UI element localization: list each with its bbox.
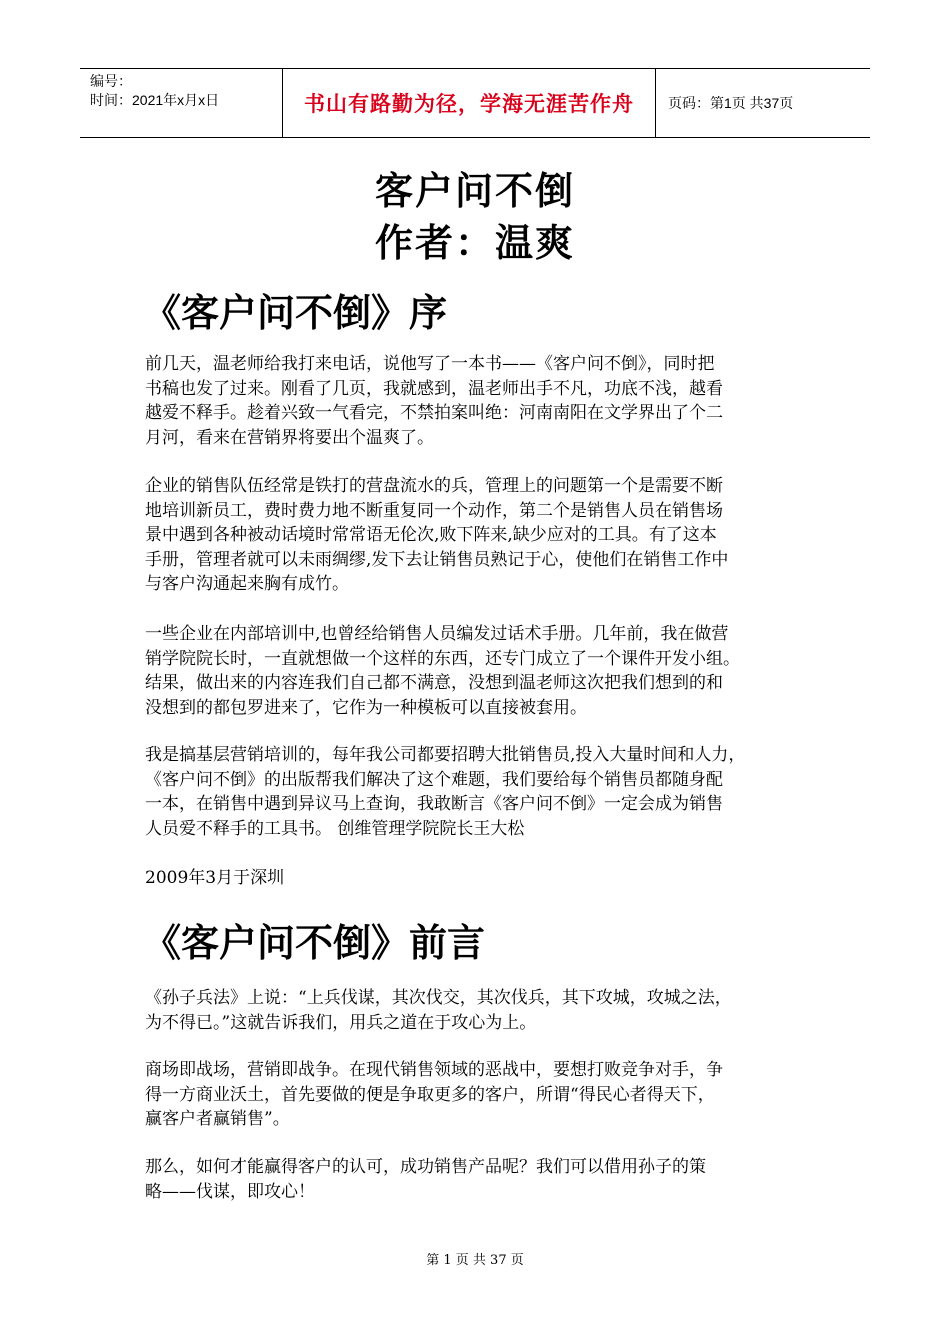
paragraph-line: 前几天，温老师给我打来电话，说他写了一本书——《客户问不倒》，同时把 (145, 354, 715, 374)
paragraph-line: 商场即战场，营销即战争。在现代销售领域的恶战中，要想打败竞争对手，争 (145, 1060, 723, 1080)
paragraph-line: 我是搞基层营销培训的，每年我公司都要招聘大批销售员,投入大量时间和人力， (145, 745, 746, 765)
paragraph (145, 986, 810, 1035)
paragraph-line: 手册，管理者就可以未雨绸缪,发下去让销售员熟记于心，使他们在销售工作中 (145, 549, 729, 570)
paragraph-line: 一些企业在内部培训中,也曾经给销售人员编发过话术手册。几年前，我在做营 (145, 624, 729, 644)
paragraph (145, 743, 810, 841)
paragraph-line: 景中遇到各种被动话境时常常语无伦次,败下阵来,缺少应对的工具。有了这本 (145, 525, 717, 545)
time-label: 时间：2021年x月x日 (90, 92, 220, 108)
paragraph-line: 人员爱不释手的工具书。 创维管理学院院长王大松 (145, 818, 525, 839)
paragraph (145, 352, 810, 450)
paragraph (145, 622, 810, 720)
paragraph-line: 得一方商业沃土，首先要做的便是争取更多的客户，所谓“得民心者得天下， (145, 1084, 715, 1105)
number-label: 编号： (90, 73, 132, 89)
paragraph-line: 一本，在销售中遇到异议马上查询，我敢断言《客户问不倒》一定会成为销售 (145, 794, 723, 814)
paragraph-line: 地培训新员工，费时费力地不断重复同一个动作，第二个是销售人员在销售场 (145, 500, 723, 521)
header-meta (80, 69, 283, 137)
paragraph-line: 越爱不释手。趁着兴致一气看完，不禁拍案叫绝：河南南阳在文学界出了个二 (145, 403, 723, 423)
paragraph (145, 474, 810, 597)
document-title: 客户问不倒 (374, 169, 575, 213)
paragraph (145, 1155, 810, 1204)
paragraph-line: 那么，如何才能赢得客户的认可，成功销售产品呢？我们可以借用孙子的策 (145, 1157, 706, 1177)
paragraph-line: 销学院院长时，一直就想做一个这样的东西，还专门成立了一个课件开发小组。 (145, 648, 740, 669)
date-line: 2009年3月于深圳 (145, 868, 285, 888)
paragraph (145, 1058, 810, 1132)
paragraph-line: 企业的销售队伍经常是铁打的营盘流水的兵，管理上的问题第一个是需要不断 (145, 476, 723, 496)
paragraph-line: 结果，做出来的内容连我们自己都不满意，没想到温老师这次把我们想到的和 (145, 673, 723, 693)
paragraph-line: 月河，看来在营销界将要出个温爽了。 (145, 427, 434, 448)
header-motto: 书山有路勤为径，学海无涯苦作舟 (283, 69, 656, 137)
paragraph-line: 与客户沟通起来胸有成竹。 (145, 574, 349, 594)
paragraph-line: 没想到的都包罗进来了，它作为一种模板可以直接被套用。 (145, 697, 587, 718)
section-heading-foreword: 《客户问不倒》前言 (143, 921, 486, 965)
page-header (80, 68, 870, 138)
paragraph-date (145, 866, 810, 891)
paragraph-line: 书稿也发了过来。刚看了几页，我就感到，温老师出手不凡，功底不浅，越看 (145, 378, 723, 399)
paragraph-line: 《孙子兵法》上说：“上兵伐谋，其次伐交，其次伐兵，其下攻城，攻城之法， (145, 988, 732, 1008)
paragraph-line: 为不得已。”这就告诉我们，用兵之道在于攻心为上。 (145, 1012, 537, 1033)
section-heading-preface: 《客户问不倒》序 (143, 291, 448, 335)
paragraph-line: 《客户问不倒》的出版帮我们解决了这个难题，我们要给每个销售员都随身配 (145, 769, 723, 790)
paragraph-line: 赢客户者赢销售”。 (145, 1109, 290, 1129)
page-footer: 第 1 页 共 37 页 (426, 1253, 524, 1268)
header-page-info: 页码：第1页 共37页 (668, 95, 794, 111)
document-author: 作者：温爽 (374, 221, 575, 265)
paragraph-line: 略——伐谋，即攻心！ (145, 1181, 315, 1202)
